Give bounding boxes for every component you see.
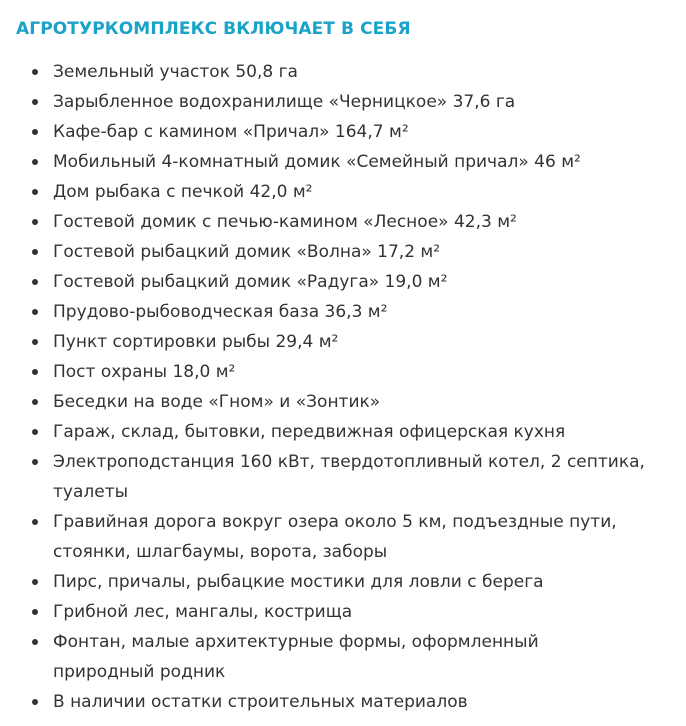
list-item-text: Зарыбленное водохранилище «Черницкое» 37,6 га [53,92,516,112]
list-item-text: туалеты [53,482,129,502]
list-item-text: Земельный участок 50,8 га [53,62,298,82]
list-item-text: природный родник [53,662,226,682]
list-item [0,117,686,147]
list-item [0,597,686,627]
bullet-icon [32,159,38,165]
list-item [0,447,686,507]
bullet-icon [32,339,38,345]
list-item-text: Мобильный 4-комнатный домик «Семейный причал» 46 м² [53,152,581,172]
bullet-icon [32,399,38,405]
bullet-icon [32,459,38,465]
list-item-text: Фонтан, малые архитектурные формы, оформленный [53,632,539,652]
list-item-text: Гостевой домик с печью-камином «Лесное» 42,3 м² [53,212,517,232]
bullet-icon [32,609,38,615]
list-item-text: стоянки, шлагбаумы, ворота, заборы [53,542,388,562]
list-item [0,507,686,567]
list-item-text: В наличии остатки строительных материалов [53,692,468,712]
bullet-icon [32,279,38,285]
list-item [0,417,686,447]
bullet-icon [32,129,38,135]
list-item [0,237,686,267]
bullet-icon [32,639,38,645]
bullet-icon [32,69,38,75]
list-item [0,687,686,717]
list-item [0,327,686,357]
list-item [0,387,686,417]
list-item-text: Дом рыбака с печкой 42,0 м² [53,182,313,202]
list-item [0,297,686,327]
bullet-icon [32,699,38,705]
list-item-text: Гараж, склад, бытовки, передвижная офицерская кухня [53,422,566,442]
list-item [0,267,686,297]
list-item-text: Грибной лес, мангалы, кострища [53,602,353,622]
bullet-icon [32,429,38,435]
bullet-icon [32,219,38,225]
bullet-icon [32,519,38,525]
list-item [0,357,686,387]
list-item-text: Кафе-бар с камином «Причал» 164,7 м² [53,122,409,142]
bullet-icon [32,369,38,375]
list-item-text: Гостевой рыбацкий домик «Радуга» 19,0 м² [53,272,448,292]
bullet-icon [32,309,38,315]
list-item [0,57,686,87]
bullet-icon [32,99,38,105]
list-item [0,147,686,177]
list-item [0,567,686,597]
bullet-icon [32,249,38,255]
list-item-text: Прудово-рыбоводческая база 36,3 м² [53,302,388,322]
section-heading: АГРОТУРКОМПЛЕКС ВКЛЮЧАЕТ В СЕБЯ [16,19,411,39]
bullet-icon [32,189,38,195]
list-item-text: Пост охраны 18,0 м² [53,362,236,382]
list-item-text: Гравийная дорога вокруг озера около 5 км, подъездные пути, [53,512,617,532]
list-item-text: Гостевой рыбацкий домик «Волна» 17,2 м² [53,242,441,262]
features-list [0,57,686,717]
list-item [0,177,686,207]
bullet-icon [32,579,38,585]
list-item [0,207,686,237]
list-item-text: Пункт сортировки рыбы 29,4 м² [53,332,339,352]
list-item-text: Беседки на воде «Гном» и «Зонтик» [53,392,381,412]
list-item [0,627,686,687]
list-item [0,87,686,117]
list-item-text: Электроподстанция 160 кВт, твердотопливный котел, 2 септика, [53,452,645,472]
list-item-text: Пирс, причалы, рыбацкие мостики для ловли с берега [53,572,544,592]
